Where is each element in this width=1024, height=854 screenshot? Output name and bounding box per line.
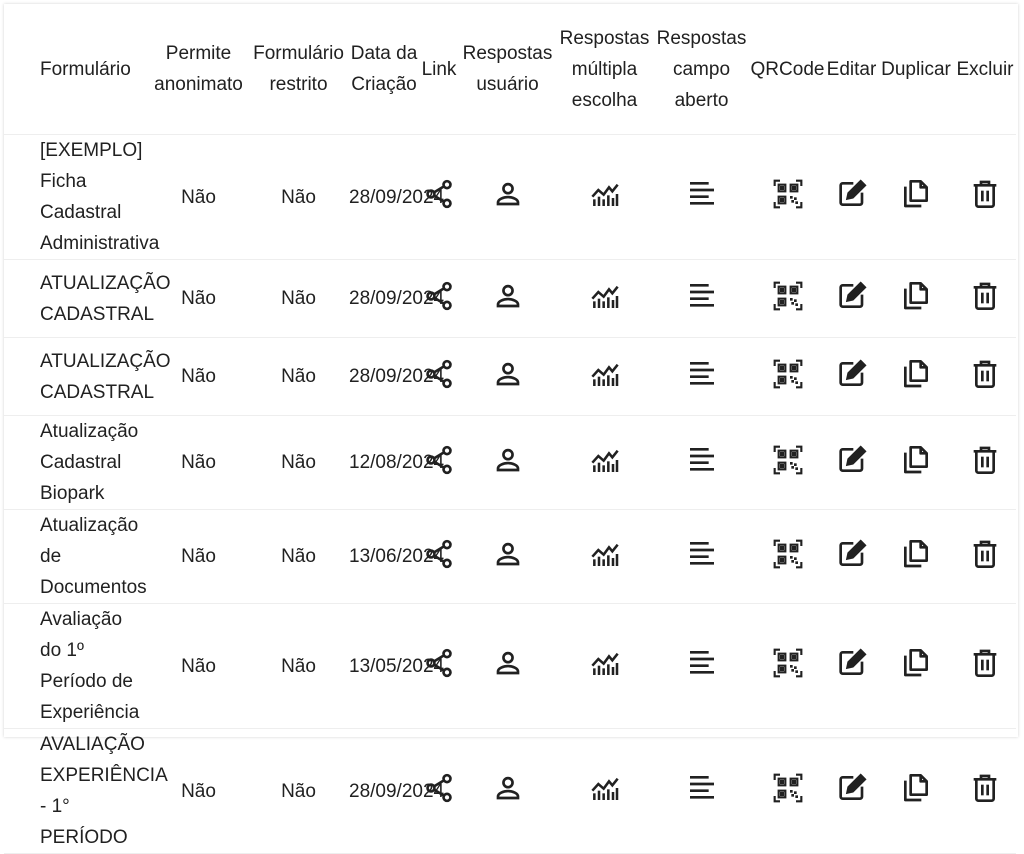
form-name-cell: ATUALIZAÇÃO CADASTRAL	[4, 338, 149, 416]
permite-anonimato-cell: Não	[149, 729, 248, 854]
respostas-multipla-button[interactable]	[585, 768, 625, 808]
data-criacao-cell: 28/09/2024	[349, 338, 419, 416]
permite-anonimato-cell: Não	[149, 338, 248, 416]
share-icon	[423, 358, 455, 390]
qrcode-cell	[750, 338, 825, 416]
text-lines-icon	[686, 358, 718, 390]
respostas-multipla-cell	[556, 135, 653, 260]
respostas-campo-button[interactable]	[682, 768, 722, 808]
respostas-campo-cell	[653, 510, 750, 604]
respostas-usuario-cell	[459, 510, 556, 604]
data-criacao-cell: 28/09/2024	[349, 729, 419, 854]
header-duplicar: Duplicar	[878, 4, 954, 135]
excluir-cell	[954, 604, 1016, 729]
qrcode-button[interactable]	[768, 643, 808, 683]
text-lines-icon	[686, 178, 718, 210]
qrcode-button[interactable]	[768, 276, 808, 316]
qrcode-cell	[750, 260, 825, 338]
permite-anonimato-cell: Não	[149, 416, 248, 510]
formulario-restrito-cell: Não	[248, 416, 349, 510]
form-name-cell: Atualização Cadastral Biopark	[4, 416, 149, 510]
editar-cell	[825, 338, 878, 416]
duplicar-cell	[878, 729, 954, 854]
respostas-multipla-cell	[556, 604, 653, 729]
formulario-restrito-cell: Não	[248, 604, 349, 729]
link-button[interactable]	[419, 643, 459, 683]
link-button[interactable]	[419, 174, 459, 214]
chart-icon	[589, 444, 621, 476]
link-cell	[419, 729, 459, 854]
copy-icon	[900, 444, 932, 476]
share-icon	[423, 280, 455, 312]
copy-icon	[900, 538, 932, 570]
header-formulario-restrito: Formulário restrito	[248, 4, 349, 135]
link-button[interactable]	[419, 276, 459, 316]
header-editar: Editar	[825, 4, 878, 135]
respostas-campo-cell	[653, 604, 750, 729]
qrcode-icon	[772, 647, 804, 679]
table-row	[4, 510, 1016, 604]
data-criacao-cell: 28/09/2024	[349, 135, 419, 260]
formulario-restrito-cell: Não	[248, 135, 349, 260]
copy-icon	[900, 772, 932, 804]
edit-icon	[836, 444, 868, 476]
trash-icon	[969, 647, 1001, 679]
excluir-button[interactable]	[965, 643, 1005, 683]
form-name-cell: Avaliação do 1º Período de Experiência	[4, 604, 149, 729]
share-icon	[423, 178, 455, 210]
edit-icon	[836, 647, 868, 679]
respostas-multipla-cell	[556, 510, 653, 604]
person-icon	[492, 444, 524, 476]
edit-icon	[836, 772, 868, 804]
share-icon	[423, 647, 455, 679]
table-row	[4, 604, 1016, 729]
respostas-campo-button[interactable]	[682, 534, 722, 574]
duplicar-cell	[878, 416, 954, 510]
trash-icon	[969, 178, 1001, 210]
respostas-usuario-cell	[459, 135, 556, 260]
chart-icon	[589, 358, 621, 390]
excluir-button[interactable]	[965, 354, 1005, 394]
editar-button[interactable]	[832, 174, 872, 214]
copy-icon	[900, 280, 932, 312]
editar-cell	[825, 260, 878, 338]
editar-button[interactable]	[832, 643, 872, 683]
trash-icon	[969, 280, 1001, 312]
link-cell	[419, 510, 459, 604]
duplicar-cell	[878, 604, 954, 729]
respostas-usuario-cell	[459, 604, 556, 729]
table-header-row	[4, 4, 1016, 135]
table-row	[4, 729, 1016, 854]
respostas-multipla-cell	[556, 729, 653, 854]
duplicar-button[interactable]	[896, 768, 936, 808]
person-icon	[492, 772, 524, 804]
duplicar-button[interactable]	[896, 276, 936, 316]
data-criacao-cell: 13/05/2024	[349, 604, 419, 729]
link-button[interactable]	[419, 534, 459, 574]
permite-anonimato-cell: Não	[149, 604, 248, 729]
header-formulario: Formulário	[4, 4, 149, 135]
qrcode-button[interactable]	[768, 354, 808, 394]
editar-button[interactable]	[832, 768, 872, 808]
qrcode-icon	[772, 444, 804, 476]
respostas-usuario-button[interactable]	[488, 768, 528, 808]
excluir-button[interactable]	[965, 174, 1005, 214]
respostas-campo-cell	[653, 338, 750, 416]
respostas-multipla-button[interactable]	[585, 276, 625, 316]
text-lines-icon	[686, 280, 718, 312]
header-respostas-campo-aberto: Respostas campo aberto	[653, 4, 750, 135]
person-icon	[492, 647, 524, 679]
formulario-restrito-cell: Não	[248, 338, 349, 416]
formulario-restrito-cell: Não	[248, 260, 349, 338]
respostas-multipla-button[interactable]	[585, 354, 625, 394]
excluir-cell	[954, 338, 1016, 416]
duplicar-cell	[878, 510, 954, 604]
link-cell	[419, 260, 459, 338]
excluir-cell	[954, 135, 1016, 260]
form-name-cell: Atualização de Documentos	[4, 510, 149, 604]
link-cell	[419, 604, 459, 729]
edit-icon	[836, 538, 868, 570]
editar-button[interactable]	[832, 534, 872, 574]
trash-icon	[969, 358, 1001, 390]
respostas-usuario-cell	[459, 416, 556, 510]
excluir-button[interactable]	[965, 768, 1005, 808]
respostas-multipla-cell	[556, 416, 653, 510]
form-name-cell: AVALIAÇÃO EXPERIÊNCIA - 1° PERÍODO	[4, 729, 149, 854]
respostas-usuario-cell	[459, 260, 556, 338]
duplicar-cell	[878, 260, 954, 338]
header-link: Link	[419, 4, 459, 135]
respostas-multipla-button[interactable]	[585, 174, 625, 214]
qrcode-button[interactable]	[768, 174, 808, 214]
respostas-usuario-button[interactable]	[488, 174, 528, 214]
qrcode-cell	[750, 604, 825, 729]
text-lines-icon	[686, 772, 718, 804]
respostas-usuario-button[interactable]	[488, 276, 528, 316]
qrcode-icon	[772, 280, 804, 312]
text-lines-icon	[686, 538, 718, 570]
text-lines-icon	[686, 647, 718, 679]
header-data-criacao: Data da Criação	[349, 4, 419, 135]
excluir-cell	[954, 260, 1016, 338]
qrcode-icon	[772, 358, 804, 390]
copy-icon	[900, 647, 932, 679]
respostas-campo-cell	[653, 416, 750, 510]
data-criacao-cell: 28/09/2024	[349, 260, 419, 338]
person-icon	[492, 538, 524, 570]
link-button[interactable]	[419, 440, 459, 480]
trash-icon	[969, 444, 1001, 476]
chart-icon	[589, 538, 621, 570]
table-row	[4, 135, 1016, 260]
table-row	[4, 260, 1016, 338]
permite-anonimato-cell: Não	[149, 510, 248, 604]
qrcode-cell	[750, 729, 825, 854]
editar-cell	[825, 729, 878, 854]
respostas-multipla-cell	[556, 260, 653, 338]
text-lines-icon	[686, 444, 718, 476]
excluir-cell	[954, 510, 1016, 604]
forms-table	[4, 4, 1016, 854]
chart-icon	[589, 280, 621, 312]
chart-icon	[589, 772, 621, 804]
link-cell	[419, 416, 459, 510]
respostas-usuario-button[interactable]	[488, 354, 528, 394]
trash-icon	[969, 538, 1001, 570]
qrcode-cell	[750, 510, 825, 604]
qrcode-icon	[772, 772, 804, 804]
respostas-usuario-button[interactable]	[488, 534, 528, 574]
link-cell	[419, 338, 459, 416]
respostas-multipla-button[interactable]	[585, 643, 625, 683]
duplicar-cell	[878, 135, 954, 260]
duplicar-button[interactable]	[896, 440, 936, 480]
permite-anonimato-cell: Não	[149, 260, 248, 338]
respostas-campo-button[interactable]	[682, 276, 722, 316]
respostas-campo-button[interactable]	[682, 354, 722, 394]
respostas-usuario-button[interactable]	[488, 440, 528, 480]
qrcode-button[interactable]	[768, 768, 808, 808]
duplicar-button[interactable]	[896, 643, 936, 683]
share-icon	[423, 444, 455, 476]
respostas-campo-button[interactable]	[682, 440, 722, 480]
trash-icon	[969, 772, 1001, 804]
edit-icon	[836, 358, 868, 390]
edit-icon	[836, 280, 868, 312]
qrcode-icon	[772, 538, 804, 570]
forms-table-panel	[4, 4, 1018, 848]
data-criacao-cell: 13/06/2024	[349, 510, 419, 604]
person-icon	[492, 358, 524, 390]
chart-icon	[589, 647, 621, 679]
respostas-usuario-button[interactable]	[488, 643, 528, 683]
excluir-cell	[954, 729, 1016, 854]
link-button[interactable]	[419, 768, 459, 808]
header-respostas-multipla-escolha: Respostas múltipla escolha	[556, 4, 653, 135]
respostas-multipla-cell	[556, 338, 653, 416]
share-icon	[423, 538, 455, 570]
respostas-campo-cell	[653, 729, 750, 854]
editar-button[interactable]	[832, 440, 872, 480]
respostas-campo-cell	[653, 260, 750, 338]
header-permite-anonimato: Permite anonimato	[149, 4, 248, 135]
qrcode-icon	[772, 178, 804, 210]
form-name-cell: [EXEMPLO] Ficha Cadastral Administrativa	[4, 135, 149, 260]
respostas-usuario-cell	[459, 338, 556, 416]
link-button[interactable]	[419, 354, 459, 394]
table-row	[4, 416, 1016, 510]
permite-anonimato-cell: Não	[149, 135, 248, 260]
duplicar-button[interactable]	[896, 174, 936, 214]
chart-icon	[589, 178, 621, 210]
excluir-cell	[954, 416, 1016, 510]
duplicar-button[interactable]	[896, 534, 936, 574]
qrcode-cell	[750, 416, 825, 510]
qrcode-button[interactable]	[768, 440, 808, 480]
qrcode-cell	[750, 135, 825, 260]
edit-icon	[836, 178, 868, 210]
copy-icon	[900, 358, 932, 390]
excluir-button[interactable]	[965, 440, 1005, 480]
formulario-restrito-cell: Não	[248, 510, 349, 604]
respostas-multipla-button[interactable]	[585, 534, 625, 574]
data-criacao-cell: 12/08/2024	[349, 416, 419, 510]
editar-cell	[825, 510, 878, 604]
editar-cell	[825, 604, 878, 729]
header-qrcode: QRCode	[750, 4, 825, 135]
header-excluir: Excluir	[954, 4, 1016, 135]
excluir-button[interactable]	[965, 534, 1005, 574]
editar-cell	[825, 416, 878, 510]
editar-cell	[825, 135, 878, 260]
excluir-button[interactable]	[965, 276, 1005, 316]
respostas-campo-button[interactable]	[682, 643, 722, 683]
respostas-usuario-cell	[459, 729, 556, 854]
duplicar-cell	[878, 338, 954, 416]
table-row	[4, 338, 1016, 416]
formulario-restrito-cell: Não	[248, 729, 349, 854]
editar-button[interactable]	[832, 276, 872, 316]
copy-icon	[900, 178, 932, 210]
qrcode-button[interactable]	[768, 534, 808, 574]
editar-button[interactable]	[832, 354, 872, 394]
respostas-campo-button[interactable]	[682, 174, 722, 214]
respostas-campo-cell	[653, 135, 750, 260]
header-respostas-usuario: Respostas usuário	[459, 4, 556, 135]
link-cell	[419, 135, 459, 260]
duplicar-button[interactable]	[896, 354, 936, 394]
person-icon	[492, 280, 524, 312]
form-name-cell: ATUALIZAÇÃO CADASTRAL	[4, 260, 149, 338]
share-icon	[423, 772, 455, 804]
respostas-multipla-button[interactable]	[585, 440, 625, 480]
person-icon	[492, 178, 524, 210]
